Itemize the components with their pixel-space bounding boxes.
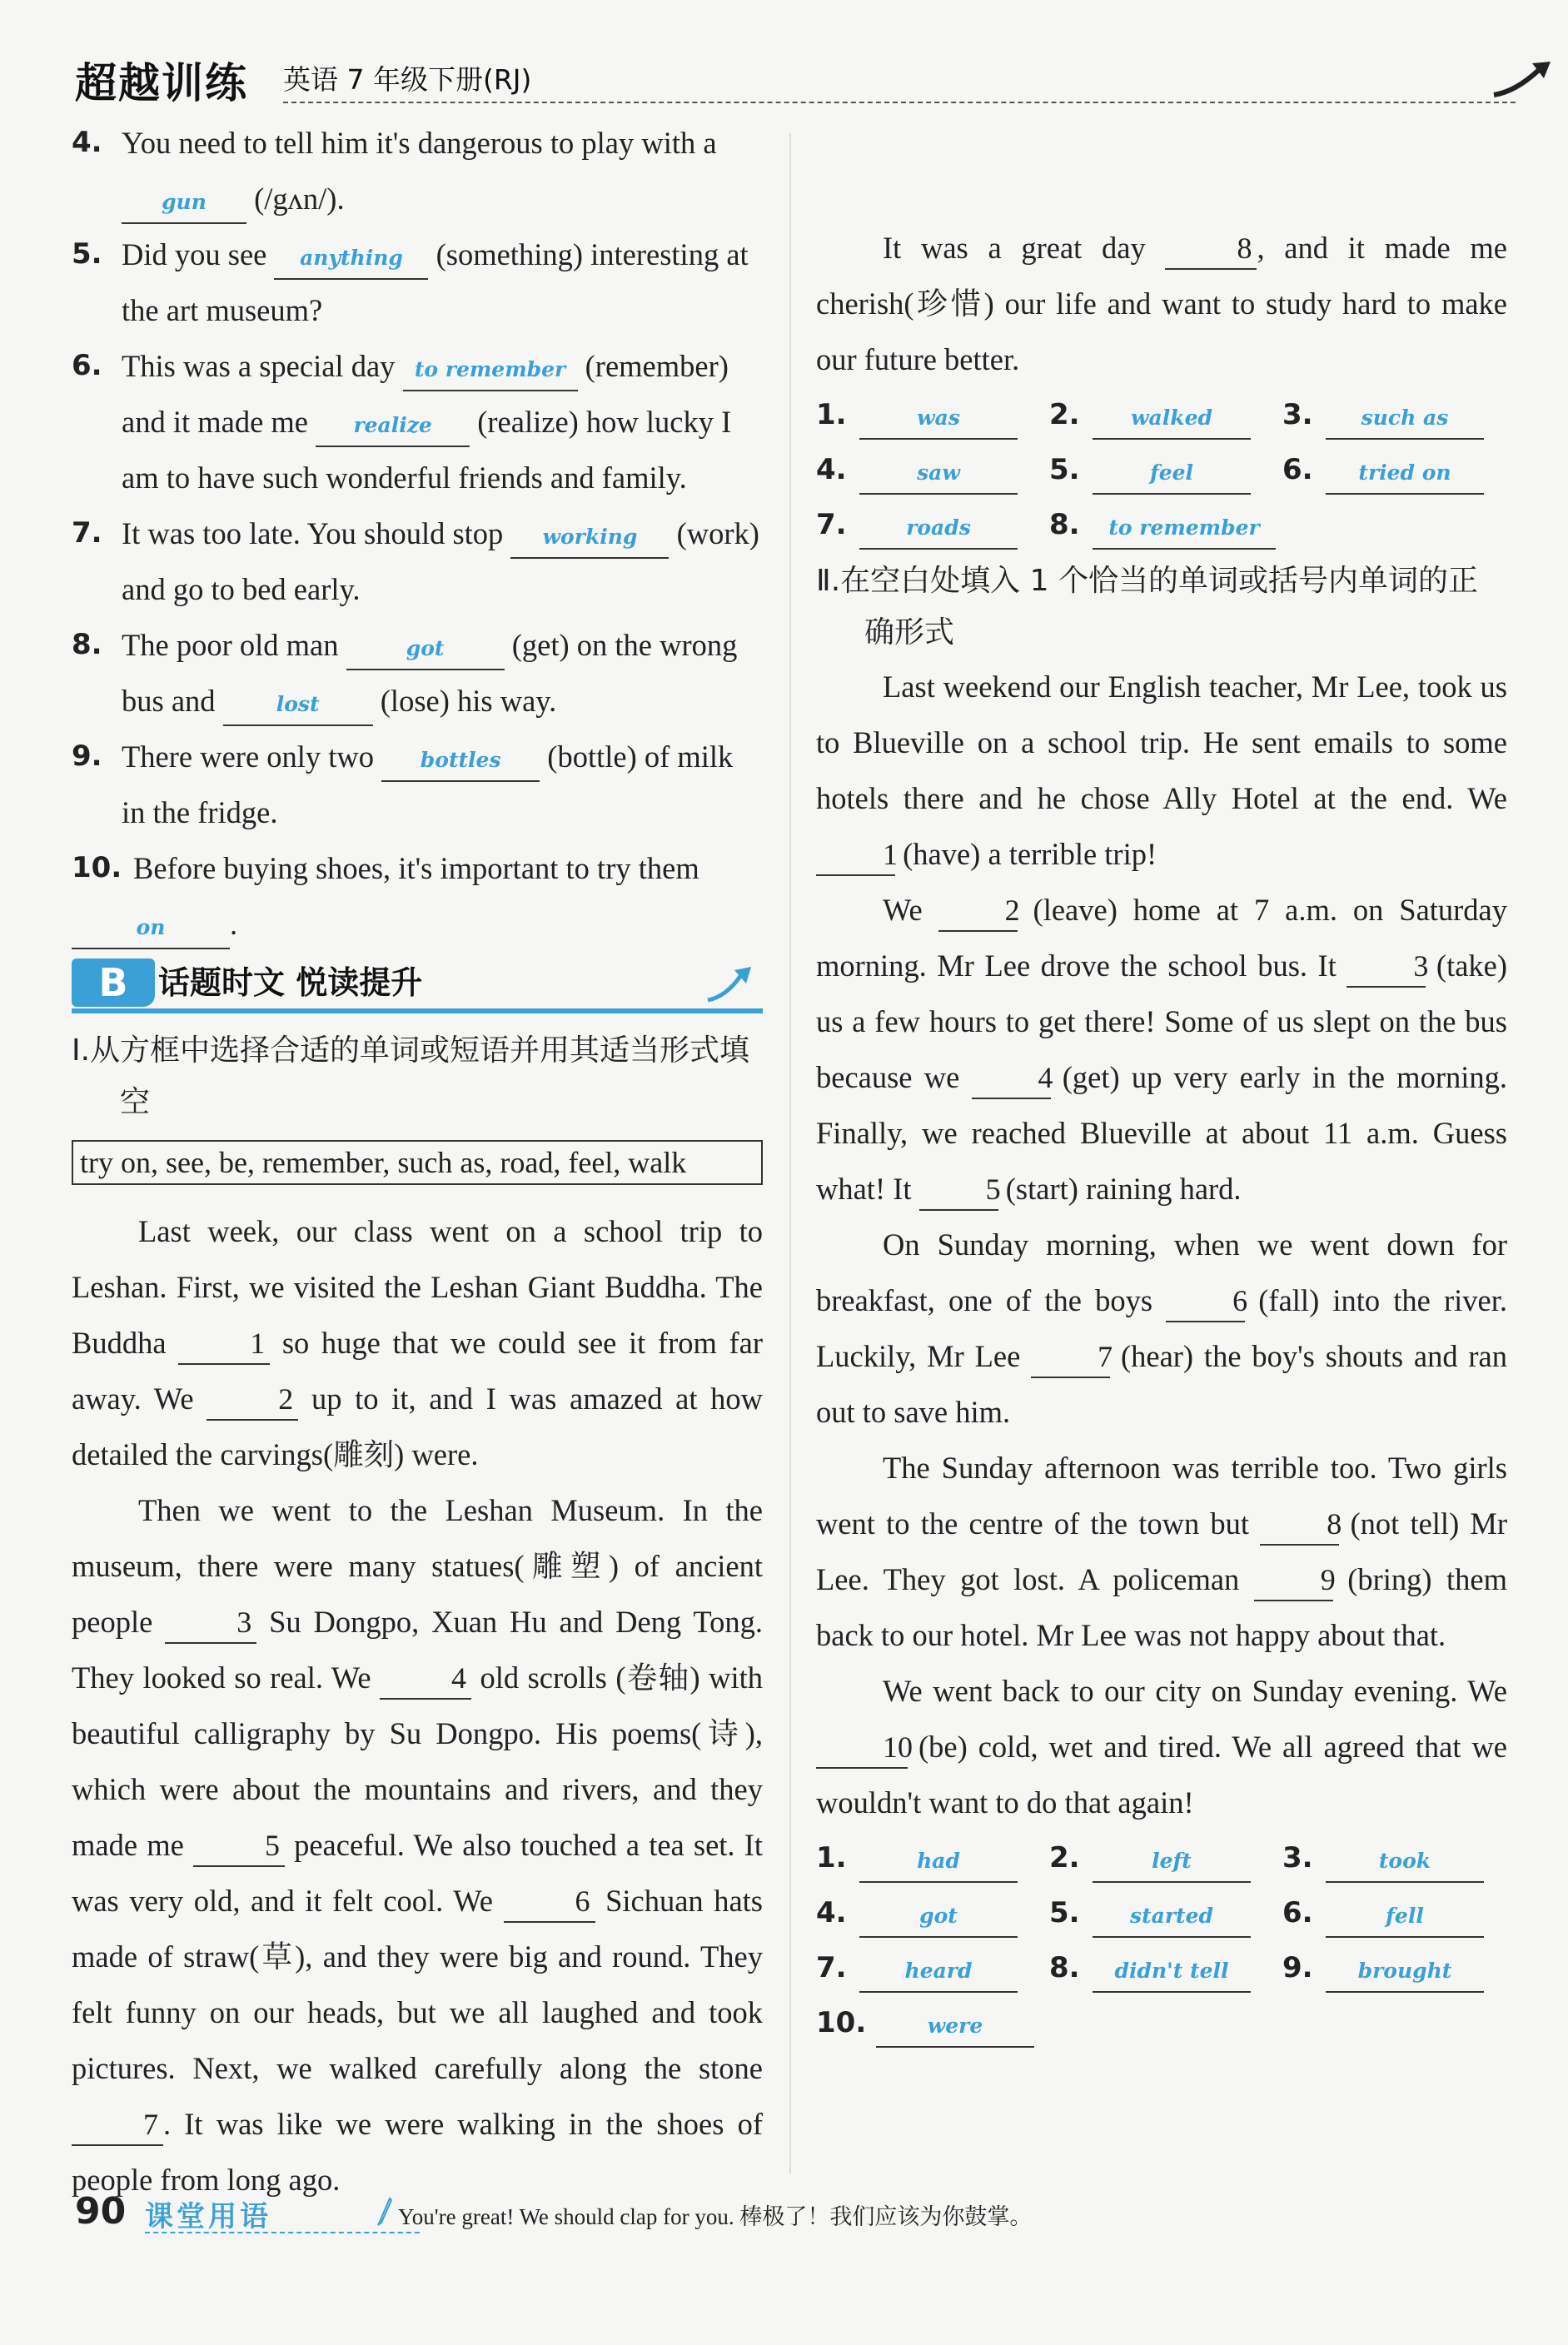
passage-blank[interactable]: 10 [816,1727,908,1769]
right-column [816,120,1507,2050]
page-header [75,50,1507,105]
passage-blank[interactable]: 9 [1254,1560,1333,1601]
passage-blank[interactable]: 6 [1166,1281,1245,1322]
arrow-icon [1491,58,1557,100]
item-text: (something) interesting at the art museum? [122,237,749,327]
exercise-item [72,227,763,338]
section-title: 话题时文 悦读提升 [158,964,423,1001]
exercise-item [72,115,763,227]
answer-slot: 4. saw [816,442,1049,497]
answer-slot: 3. such as [1282,387,1507,442]
task2-instruction: Ⅱ.在空白处填入 1 个恰当的单词或括号内单词的正确形式 [816,564,1478,650]
passage-blank[interactable]: 3 [1346,946,1426,988]
answer-blank[interactable]: to remember [403,346,578,391]
passage-blank[interactable]: 5 [919,1169,998,1211]
item-text: (realize) how lucky I am to have such wonderful friends and family. [122,405,732,495]
brand-title: 超越训练 [75,59,248,107]
passage-blank[interactable]: 4 [972,1058,1051,1099]
answer-slot: 1. was [816,387,1049,442]
page-number: 90 [75,2190,127,2233]
passage-paragraph: We 2 (leave) home at 7 a.m. on Saturday morning. Mr Lee drove the school bus. It 3 (take) us a few hours to get there! Some of us slept on the bus because we 4 (get) up very early in the morning. Finally, we reached Blueville at about 11 a.m. Guess what! It 5 (start) raining hard. [816,882,1507,1217]
passage-paragraph: On Sunday morning, when we went down for breakfast, one of the boys 6 (fall) into the river. Luckily, Mr Lee 7 (hear) the boy's shouts and ran out to save him. [816,1227,1508,1429]
answer-slot: 5. feel [1049,442,1282,497]
item-number: 10. [72,851,122,884]
item-text: (get) on the wrong bus and [122,628,738,718]
item-text: (work) and go to bed early. [122,516,759,606]
exercise-item [72,338,763,505]
classroom-phrase-label: 课堂用语 [145,2200,271,2233]
footer-rule [145,2232,420,2233]
answer-blank[interactable]: anything [274,235,428,280]
passage-paragraph: Last week, our class went on a school trip to Leshan. First, we visited the Leshan Giant Buddha. The Buddha 1 so huge that we could see it from far away. We 2 up to it, and I was amazed at how detailed the carvings(雕刻) were. [72,1214,764,1471]
answer-blank[interactable]: on [72,904,230,949]
item-number: 9. [72,739,102,773]
item-text: Did you see [122,237,267,271]
passage-blank[interactable]: 8 [1260,1504,1339,1546]
passage-paragraph: We went back to our city on Sunday evening. We 10 (be) cold, wet and tired. We all agreed that we wouldn't want to do that again! [816,1674,1507,1820]
passage-paragraph: Then we went to the Leshan Museum. In the museum, there were many statues(雕塑) of ancient people 3 Su Dongpo, Xuan Hu and Deng Tong. They looked so real. We 4 old scrolls (卷轴) with beautiful calligraphy by Su Dongpo. His poems(诗), which were about the mountains and rivers, and they made me 5 peaceful. We also touched a tea set. It was very old, and it felt cool. We 6 Sichuan hats made of straw(草), and they were big and round. They felt funny on our heads, but we all laughed and took pictures. Next, we walked carefully along the stone 7 . It was like we were walking in the shoes of people from long ago. [72,1493,764,2197]
item-number: 6. [72,349,102,382]
exercise-item [72,840,763,952]
passage-paragraph: It was a great day 8 , and it made me cherish(珍惜) our life and want to study hard to make our future better. [816,220,1507,387]
item-number: 7. [72,516,102,550]
answer-slot: 2. left [1049,1830,1282,1885]
answer-slot: 8. didn't tell [1049,1940,1282,1995]
passage-paragraph: The Sunday afternoon was terrible too. Two girls went to the centre of the town but 8 (not tell) Mr Lee. They got lost. A policeman 9 (bring) them back to our hotel. Mr Lee was not happy about that. [816,1451,1508,1652]
task2-answer-grid [816,1830,1507,2050]
word-box: try on, see, be, remember, such as, road, feel, walk [72,1140,763,1185]
pen-icon [375,2197,395,2227]
left-column [72,115,763,2208]
item-number: 8. [72,628,102,661]
answer-blank[interactable]: bottles [381,737,540,782]
answer-slot: 3. took [1282,1830,1507,1885]
answer-blank[interactable]: lost [223,681,373,726]
answer-slot: 6. tried on [1282,442,1507,497]
answer-blank[interactable]: got [346,625,505,670]
task1-answer-grid [816,387,1507,552]
answer-slot: 7. roads [816,497,1049,552]
item-text: (lose) his way. [380,684,557,718]
item-text: Before buying shoes, it's important to try them [133,851,699,885]
passage-paragraph: Last weekend our English teacher, Mr Lee, took us to Blueville on a school trip. He sent emails to some hotels there and he chose Ally Hotel at the end. We 1 (have) a terrible trip! [816,659,1507,882]
arrow-icon [704,963,754,1005]
passage-blank[interactable]: 8 [1165,228,1257,270]
page-footer [75,2190,1507,2240]
section-badge: B [72,958,155,1007]
passage-blank[interactable]: 5 [193,1825,285,1867]
answer-slot: 5. started [1049,1885,1282,1940]
item-text: (/gʌn/). [254,182,345,216]
column-divider [789,133,791,2173]
item-text: You need to tell him it's dangerous to play with a [122,126,717,160]
task1-instruction: Ⅰ.从方框中选择合适的单词或短语并用其适当形式填空 [72,1033,750,1119]
classroom-phrase: You're great! We should clap for you. 棒极了！我们应该为你鼓掌。 [398,2204,1033,2229]
answer-slot: 1. had [816,1830,1049,1885]
answer-slot: 2. walked [1049,387,1282,442]
passage-blank[interactable]: 1 [178,1323,270,1365]
item-text: . [230,907,238,941]
answer-blank[interactable]: realize [316,402,470,447]
answer-slot: 6. fell [1282,1885,1507,1940]
exercise-item [72,729,763,840]
passage-blank[interactable]: 7 [72,2104,163,2146]
answer-blank[interactable]: gun [122,179,246,224]
answer-slot: 9. brought [1282,1940,1507,1995]
item-text: (remember) and it made me [122,349,729,439]
answer-slot: 10. were [816,1995,1049,2050]
passage-blank[interactable]: 1 [816,834,895,876]
passage-blank[interactable]: 2 [207,1379,298,1421]
item-text: This was a special day [122,349,396,383]
answer-slot: 7. heard [816,1940,1049,1995]
item-text: (bottle) of milk in the fridge. [122,739,734,829]
item-number: 4. [72,126,102,159]
item-text: It was too late. You should stop [122,516,504,550]
passage-blank[interactable]: 4 [380,1658,471,1700]
item-number: 5. [72,237,102,271]
left-overflow-spacer [816,120,1507,220]
item-text: The poor old man [122,628,339,662]
answer-slot: 8. to remember [1049,497,1282,552]
item-text: There were only two [122,739,375,774]
header-rule [283,102,1516,103]
section-rule [72,1008,763,1013]
exercise-item [72,505,763,617]
passage-blank[interactable]: 7 [1031,1337,1110,1378]
answer-slot: 4. got [816,1885,1049,1940]
book-subtitle: 英语 7 年级下册(RJ) [283,63,532,96]
section-b-header [72,958,763,1020]
passage-blank[interactable]: 2 [938,890,1018,932]
exercise-item [72,617,763,729]
passage-blank[interactable]: 6 [504,1881,595,1923]
answer-blank[interactable]: working [510,514,669,559]
passage-blank[interactable]: 3 [165,1602,256,1644]
